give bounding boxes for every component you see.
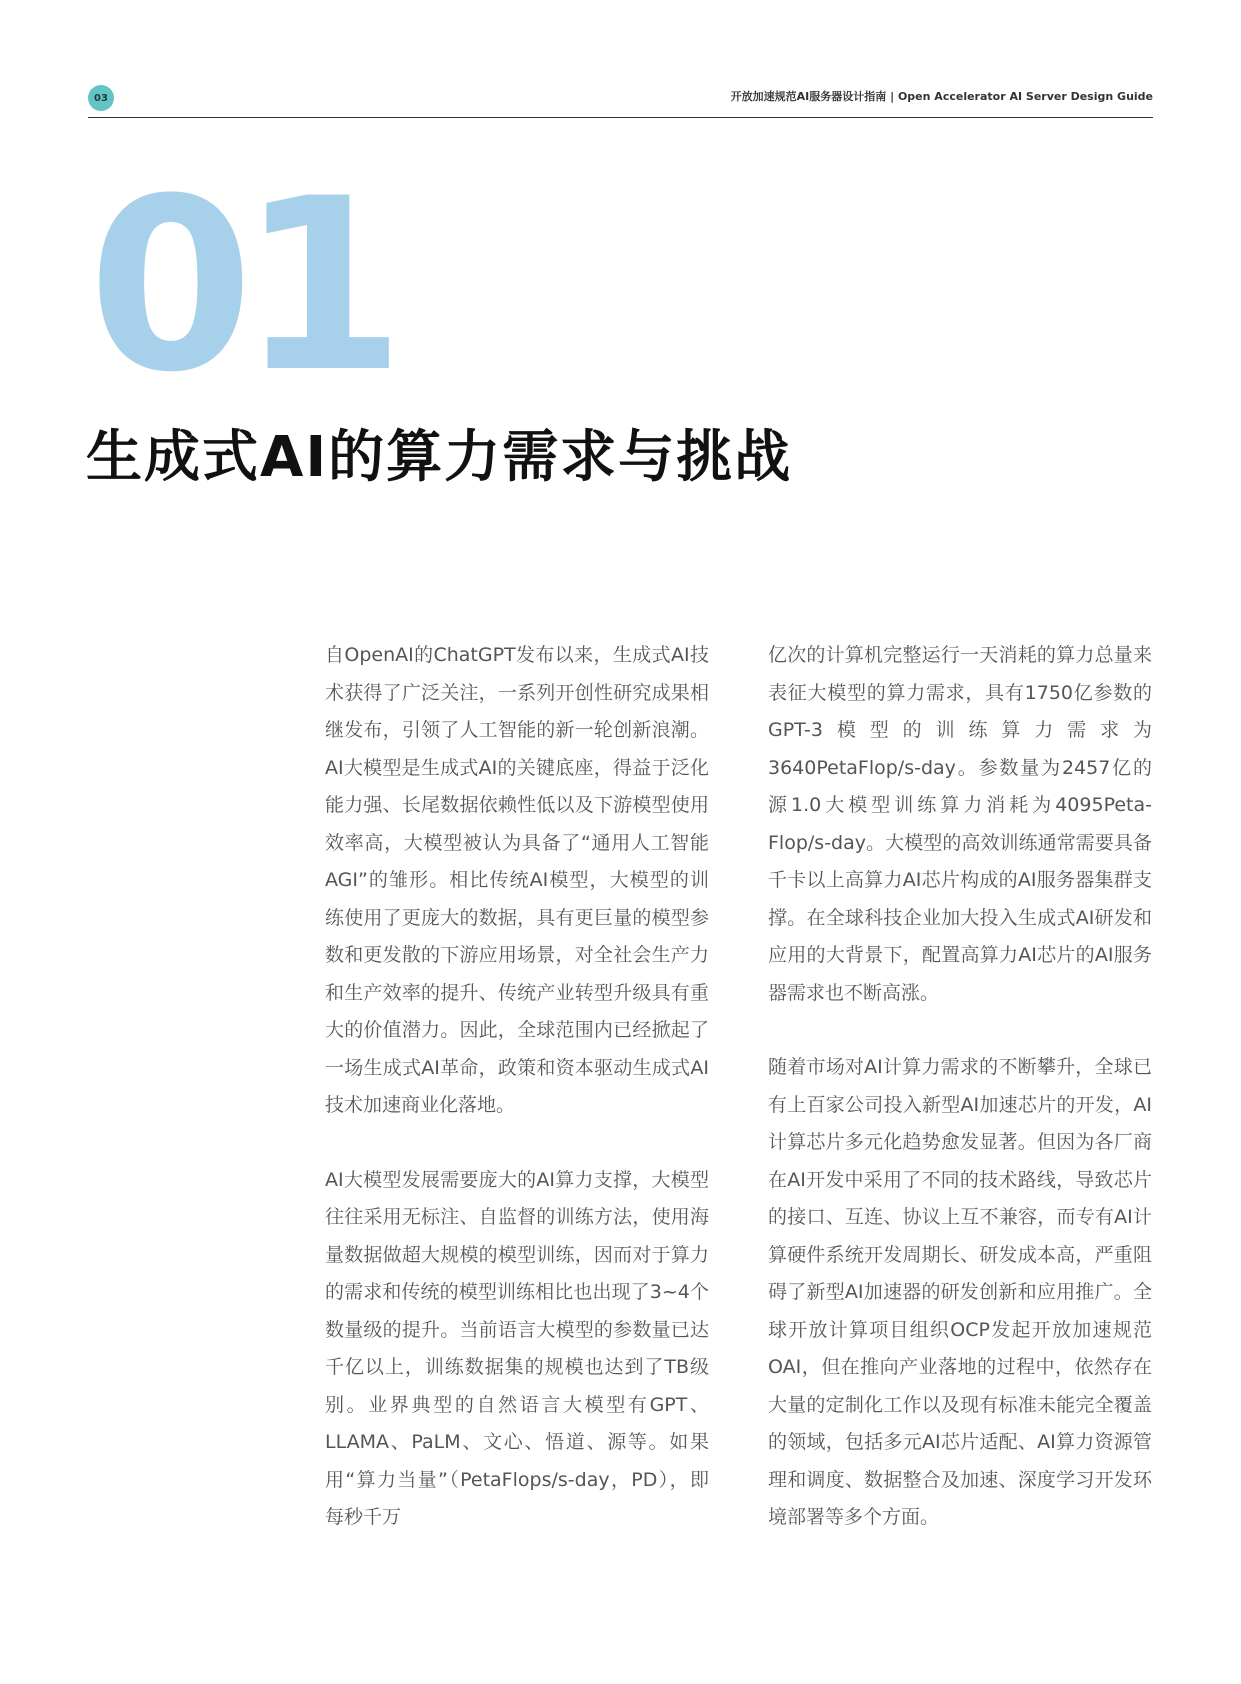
paragraph: 随着市场对AI计算力需求的不断攀升，全球已有上百家公司投入新型AI加速芯片的开发，AI计算芯片多元化趋势愈发显著。但因为各厂商在AI开发中采用了不同的技术路线，导致芯片的接口、互连、协议上互不兼容，而专有AI计算硬件系统开发周期长、研发成本高，严重阻碍了新型AI加速器的研发创新和应用推广。全球开放计算项目组织OCP发起开放加速规范OAI，但在推向产业落地的过程中，依然存在大量的定制化工作以及现有标准未能完全覆盖的领域，包括多元AI芯片适配、AI算力资源管理和调度、数据整合及加速、深度学习开发环境部署等多个方面。 <box>768 1056 1152 1528</box>
body-column-right <box>768 637 1152 1537</box>
body-column-left <box>325 637 709 1537</box>
page-number-badge: 03 <box>88 85 114 111</box>
running-header-title: 开放加速规范AI服务器设计指南 | Open Accelerator AI Server Design Guide <box>730 90 1153 103</box>
chapter-number: 01 <box>88 148 392 425</box>
paragraph: 自OpenAI的ChatGPT发布以来，生成式AI技术获得了广泛关注，一系列开创性研究成果相继发布，引领了人工智能的新一轮创新浪潮。AI大模型是生成式AI的关键底座，得益于泛化能力强、长尾数据依赖性低以及下游模型使用效率高，大模型被认为具备了“通用人工智能AGI”的雏形。相比传统AI模型，大模型的训练使用了更庞大的数据，具有更巨量的模型参数和更发散的下游应用场景，对全社会生产力和生产效率的提升、传统产业转型升级具有重大的价值潜力。因此，全球范围内已经掀起了一场生成式AI革命，政策和资本驱动生成式AI技术加速商业化落地。 <box>325 644 709 1116</box>
paragraph: AI大模型发展需要庞大的AI算力支撑，大模型往往采用无标注、自监督的训练方法，使用海量数据做超大规模的模型训练，因而对于算力的需求和传统的模型训练相比也出现了3~4个数量级的提升。当前语言大模型的参数量已达千亿以上，训练数据集的规模也达到了TB级别。业界典型的自然语言大模型有GPT、LLAMA、PaLM、文心、悟道、源等。如果用“算力当量”（PetaFlops/s-day，PD），即每秒千万 <box>325 1168 709 1528</box>
header-divider <box>88 117 1153 118</box>
paragraph: 亿次的计算机完整运行一天消耗的算力总量来表征大模型的算力需求，具有1750亿参数的GPT-3模型的训练算力需求为3640PetaFlop/s-day。参数量为2457亿的源1.0大模型训练算力消耗为4095Peta-Flop/s-day。大模型的高效训练通常需要具备千卡以上高算力AI芯片构成的AI服务器集群支撑。在全球科技企业加大投入生成式AI研发和应用的大背景下，配置高算力AI芯片的AI服务器需求也不断高涨。 <box>768 644 1152 1004</box>
chapter-title: 生成式AI的算力需求与挑战 <box>86 425 793 490</box>
